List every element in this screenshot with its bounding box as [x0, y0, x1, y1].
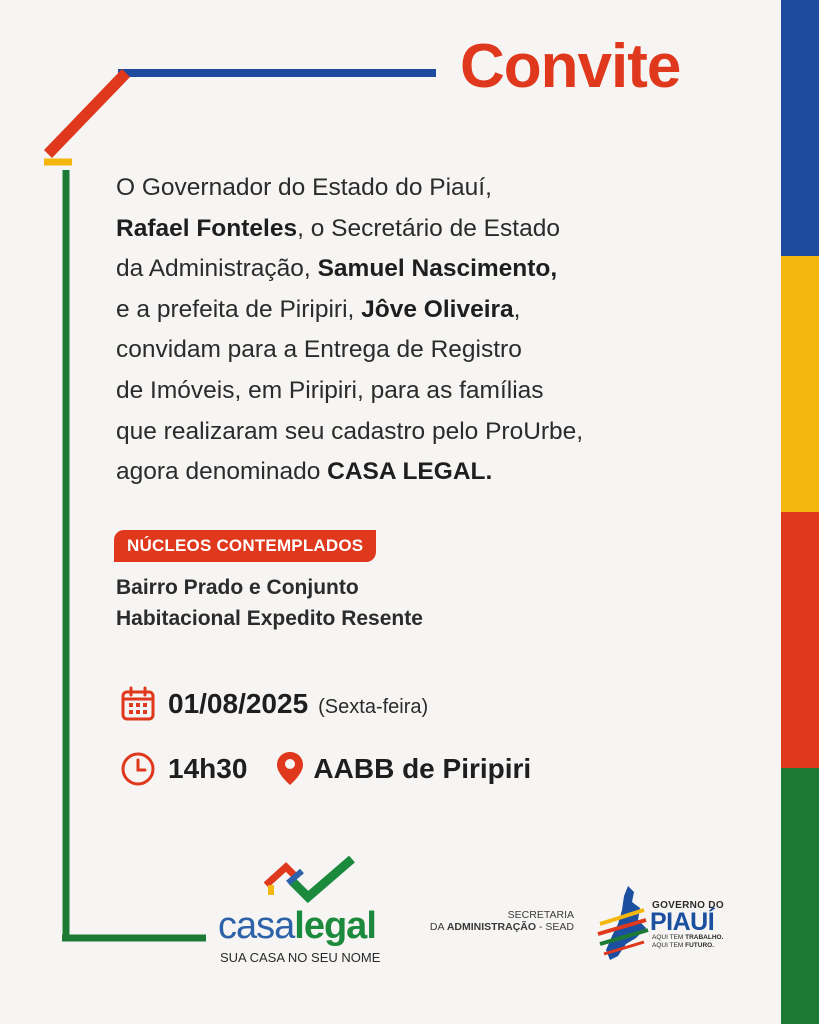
casa-legal-logo [218, 855, 398, 970]
calendar-icon [120, 686, 156, 722]
nucleos-line-2: Habitacional Expedito Resente [116, 607, 423, 630]
checkmark-house-icon [262, 855, 372, 910]
governo-piaui-logo [596, 884, 756, 964]
event-date: 01/08/2025 [168, 688, 309, 719]
nucleos-line-1: Bairro Prado e Conjunto [116, 576, 359, 599]
casa-legal-wordmark: casalegal [218, 905, 376, 947]
location-pin-icon [275, 750, 305, 788]
event-time: 14h30 [168, 753, 248, 784]
piaui-map-icon [596, 884, 652, 964]
sead-logo: SECRETARIA DA ADMINISTRAÇÃO - SEAD [429, 909, 574, 933]
frame-roof-red [44, 69, 130, 158]
nucleos-badge: NÚCLEOS CONTEMPLADOS [114, 530, 376, 562]
gov-line-1: GOVERNO DO [652, 900, 724, 911]
page-title: Convite [460, 32, 681, 101]
casa-legal-tagline: SUA CASA NO SEU NOME [220, 950, 381, 965]
event-place: AABB de Piripiri [313, 753, 532, 784]
gov-slogan: AQUI TEM TRABALHO. AQUI TEM FUTURO. [652, 934, 724, 949]
time-place-row [120, 750, 531, 788]
invitation-text: O Governador do Estado do Piauí, Rafael Fonteles, o Secretário de Estado da Administração, Samuel Nascimento, e a prefeita de Piripiri, Jôve Oliveira, convidam para a Entrega de Registro de Imóveis, em Piripiri, para as famílias que realizaram seu cadastro pelo ProUrbe, agora denominado CASA LEGAL. [116, 174, 584, 486]
nucleos-list [116, 572, 423, 634]
clock-icon [120, 751, 156, 787]
event-weekday: (Sexta-feira) [318, 695, 429, 718]
date-row [120, 686, 428, 722]
gov-line-2: PIAUÍ [650, 908, 715, 936]
